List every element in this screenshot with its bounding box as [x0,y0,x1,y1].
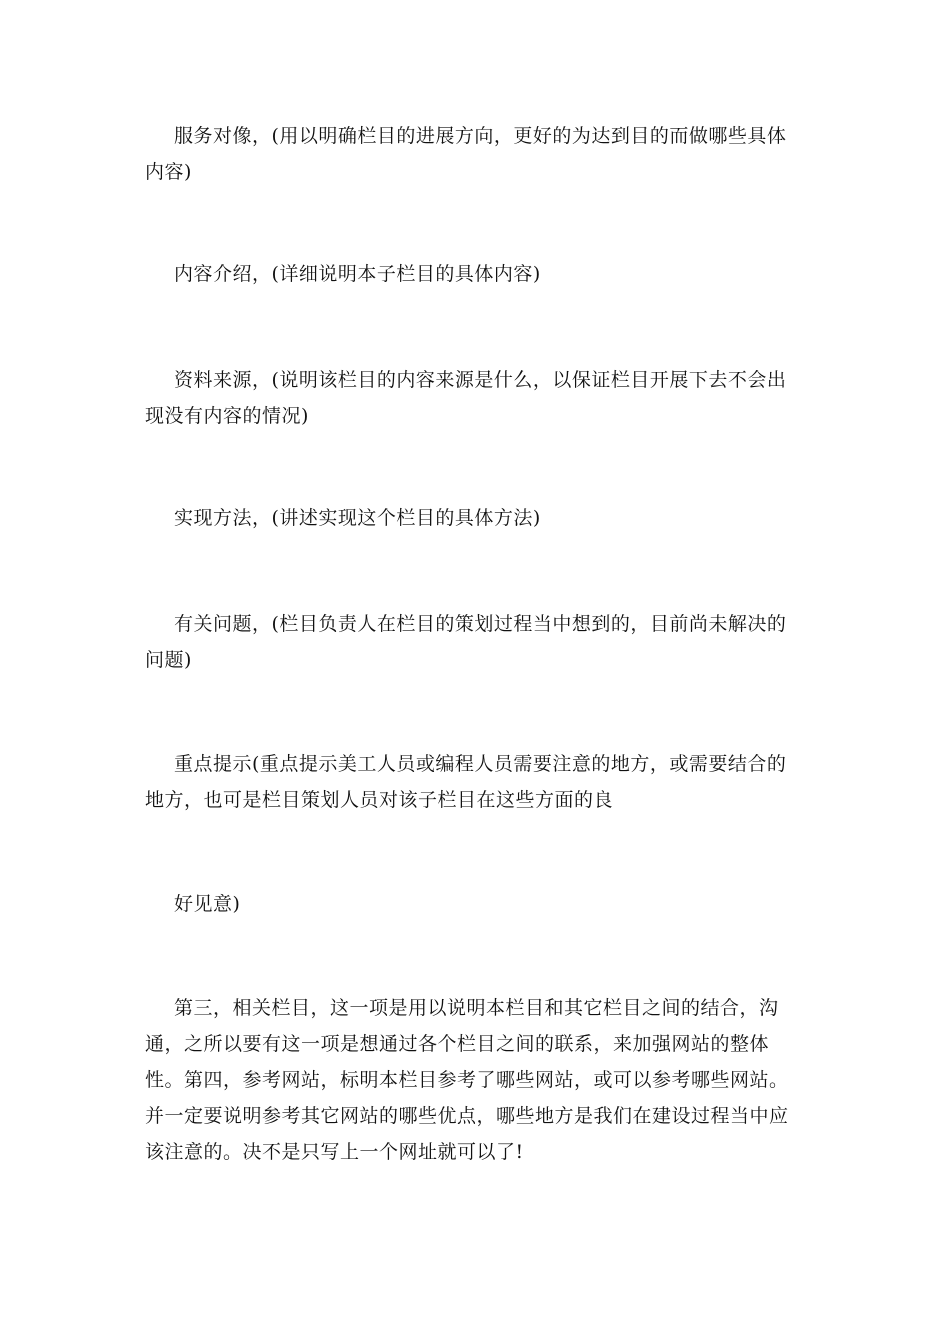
paragraph-key-tips: 重点提示(重点提示美工人员或编程人员需要注意的地方，或需要结合的地方，也可是栏目策划人员对该子栏目在这些方面的良 [145,753,787,811]
paragraph-material-source: 资料来源，(说明该栏目的内容来源是什么，以保证栏目开展下去不会出现没有内容的情况) [145,369,787,427]
paragraph-implementation-method: 实现方法，(讲述实现这个栏目的具体方法) [174,507,541,529]
paragraph-content-intro: 内容介绍，(详细说明本子栏目的具体内容) [174,263,541,285]
paragraph-service-target: 服务对像，(用以明确栏目的进展方向，更好的为达到目的而做哪些具体内容) [145,125,787,183]
paragraph-related-issues: 有关问题，(栏目负责人在栏目的策划过程当中想到的，目前尚未解决的问题) [145,613,787,671]
paragraph-related-columns-and-references: 第三，相关栏目，这一项是用以说明本栏目和其它栏目之间的结合，沟通，之所以要有这一项是想通过各个栏目之间的联系，来加强网站的整体性。第四，参考网站，标明本栏目参考了哪些网站，或可以参考哪些网站。并一定要说明参考其它网站的哪些优点，哪些地方是我们在建设过程当中应该注意的。决不是只写上一个网址就可以了! [145,997,789,1163]
paragraph-key-tips-continued: 好见意) [174,893,241,915]
